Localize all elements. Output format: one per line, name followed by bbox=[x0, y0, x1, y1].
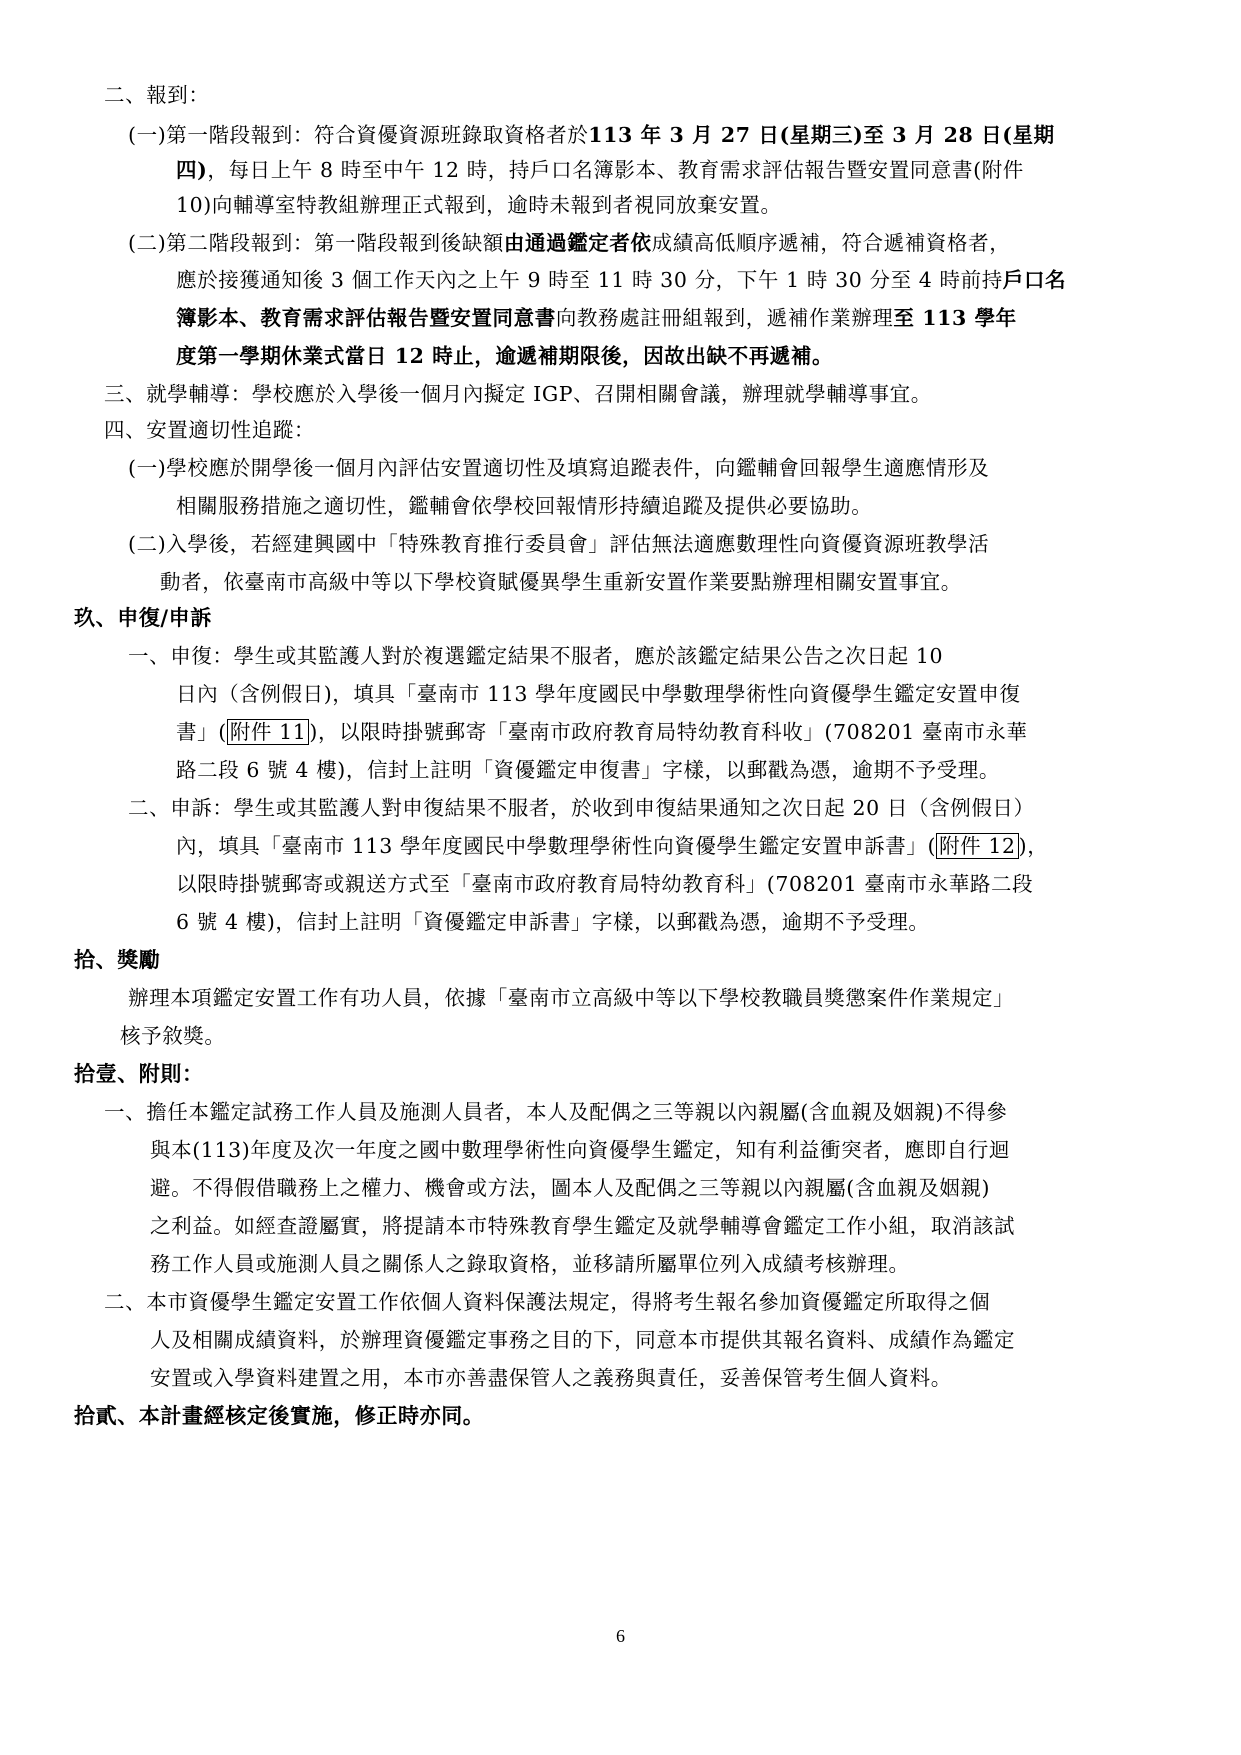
s9-item1-line3 bbox=[176, 715, 1028, 749]
s4-item2-line2: 動者，依臺南市高級中等以下學校資賦優異學生重新安置作業要點辦理相關安置事宜。 bbox=[160, 570, 962, 594]
s11-item1-line4: 之利益。如經查證屬實，將提請本市特殊教育學生鑑定及就學輔導會鑑定工作小組，取消該試 bbox=[150, 1214, 1016, 1238]
s2-item1-line2 bbox=[176, 153, 1024, 187]
text: 成績高低順序遞補，符合遞補資格者， bbox=[651, 231, 1011, 255]
text: (二)第二階段報到：第一階段報到後缺額 bbox=[128, 231, 504, 255]
s11-item1-line1: 一、擔任本鑑定試務工作人員及施測人員者，本人及配偶之三等親以內親屬(含血親及姻親)不得參 bbox=[104, 1100, 1008, 1124]
bold-text: 戶口名 bbox=[1002, 268, 1067, 292]
section-2-title: 二、報到： bbox=[104, 83, 210, 107]
s4-item1-line2: 相關服務措施之適切性，鑑輔會依學校回報情形持續追蹤及提供必要協助。 bbox=[176, 494, 873, 518]
text: )， bbox=[1018, 834, 1049, 858]
text: (一)第一階段報到：符合資優資源班錄取資格者於 bbox=[128, 123, 589, 147]
s2-item2-line3 bbox=[176, 301, 1017, 335]
s2-item2-line4: 度第一學期休業式當日 12 時止，逾遞補期限後，因故出缺不再遞補。 bbox=[176, 344, 834, 368]
bold-text: 至 113 學年 bbox=[893, 306, 1017, 330]
s11-item2-line1: 二、本市資優學生鑑定安置工作依個人資料保護法規定，得將考生報名參加資優鑑定所取得之個 bbox=[104, 1290, 991, 1314]
bold-text: 四) bbox=[176, 158, 208, 182]
s2-item2-line1 bbox=[128, 226, 1010, 260]
s10-line2: 核予敘獎。 bbox=[120, 1024, 226, 1048]
s11-item2-line3: 安置或入學資料建置之用，本市亦善盡保管人之義務與責任，妥善保管考生個人資料。 bbox=[150, 1366, 952, 1390]
text: ，每日上午 8 時至中午 12 時，持戶口名簿影本、教育需求評估報告暨安置同意書(附件 bbox=[207, 158, 1024, 182]
text: 向教務處註冊組報到，遞補作業辦理 bbox=[555, 306, 894, 330]
s9-item1-line1: 一、申復：學生或其監護人對於複選鑑定結果不服者，應於該鑑定結果公告之次日起 10 bbox=[128, 644, 944, 668]
bold-text: 113 年 3 月 27 日(星期三)至 3 月 28 日(星期 bbox=[588, 123, 1055, 147]
s11-item1-line2: 與本(113)年度及次一年度之國中數理學術性向資優學生鑑定，知有利益衝突者，應即自行迴 bbox=[150, 1138, 1010, 1162]
s2-item1-line1 bbox=[128, 118, 1055, 152]
section-3: 三、就學輔導：學校應於入學後一個月內擬定 IGP、召開相關會議，辦理就學輔導事宜。 bbox=[104, 382, 932, 406]
text: )，以限時掛號郵寄「臺南市政府教育局特幼教育科收」(708201 臺南市永華 bbox=[309, 720, 1028, 744]
section-9-title: 玖、申復/申訴 bbox=[74, 605, 212, 630]
s10-line1: 辦理本項鑑定安置工作有功人員，依據「臺南市立高級中等以下學校教職員獎懲案件作業規定」 bbox=[128, 986, 1015, 1010]
text: 內，填具「臺南市 113 學年度國民中學數理學術性向資優學生鑑定安置申訴書」( bbox=[176, 834, 937, 858]
bold-text: 由通過鑑定者依 bbox=[503, 231, 652, 255]
attachment-11-box: 附件 11 bbox=[227, 719, 310, 745]
s9-item2-line3: 以限時掛號郵寄或親送方式至「臺南市政府教育局特幼教育科」(708201 臺南市永華路二段 bbox=[176, 872, 1034, 896]
text: 應於接獲通知後 3 個工作天內之上午 9 時至 11 時 30 分，下午 1 時 30 分至 4 時前持 bbox=[176, 268, 1003, 292]
s4-item1-line1: (一)學校應於開學後一個月內評估安置適切性及填寫追蹤表件，向鑑輔會回報學生適應情形及 bbox=[128, 456, 990, 480]
text: 書」( bbox=[176, 720, 227, 744]
s9-item1-line4: 路二段 6 號 4 樓)，信封上註明「資優鑑定申復書」字樣，以郵戳為憑，逾期不予受理。 bbox=[176, 758, 1000, 782]
s2-item1-line3: 10)向輔導室特教組辦理正式報到，逾時未報到者視同放棄安置。 bbox=[176, 193, 782, 217]
bold-text: 簿影本、教育需求評估報告暨安置同意書 bbox=[176, 306, 556, 330]
s4-item2-line1: (二)入學後，若經建興國中「特殊教育推行委員會」評估無法適應數理性向資優資源班教學活 bbox=[128, 532, 990, 556]
s9-item2-line1: 二、申訴：學生或其監護人對申復結果不服者，於收到申復結果通知之次日起 20 日（含例假日） bbox=[128, 796, 1035, 820]
section-10-title: 拾、獎勵 bbox=[74, 947, 161, 972]
attachment-12-box: 附件 12 bbox=[936, 833, 1019, 859]
s11-item1-line5: 務工作人員或施測人員之關係人之錄取資格，並移請所屬單位列入成績考核辦理。 bbox=[150, 1252, 910, 1276]
s2-item2-line2 bbox=[176, 263, 1066, 297]
s11-item1-line3: 避。不得假借職務上之權力、機會或方法，圖本人及配偶之三等親以內親屬(含血親及姻親) bbox=[150, 1176, 991, 1200]
section-11-title: 拾壹、附則： bbox=[74, 1061, 204, 1086]
section-12-title: 拾貳、本計畫經核定後實施，修正時亦同。 bbox=[74, 1403, 485, 1428]
s9-item2-line2 bbox=[176, 829, 1048, 863]
s9-item2-line4: 6 號 4 樓)，信封上註明「資優鑑定申訴書」字樣，以郵戳為憑，逾期不予受理。 bbox=[176, 910, 930, 934]
section-4-title: 四、安置適切性追蹤： bbox=[104, 418, 315, 442]
s9-item1-line2: 日內（含例假日)，填具「臺南市 113 學年度國民中學數理學術性向資優學生鑑定安置申復 bbox=[176, 682, 1021, 706]
page-number: 6 bbox=[616, 1626, 625, 1646]
s11-item2-line2: 人及相關成績資料，於辦理資優鑑定事務之目的下，同意本市提供其報名資料、成績作為鑑定 bbox=[150, 1328, 1016, 1352]
